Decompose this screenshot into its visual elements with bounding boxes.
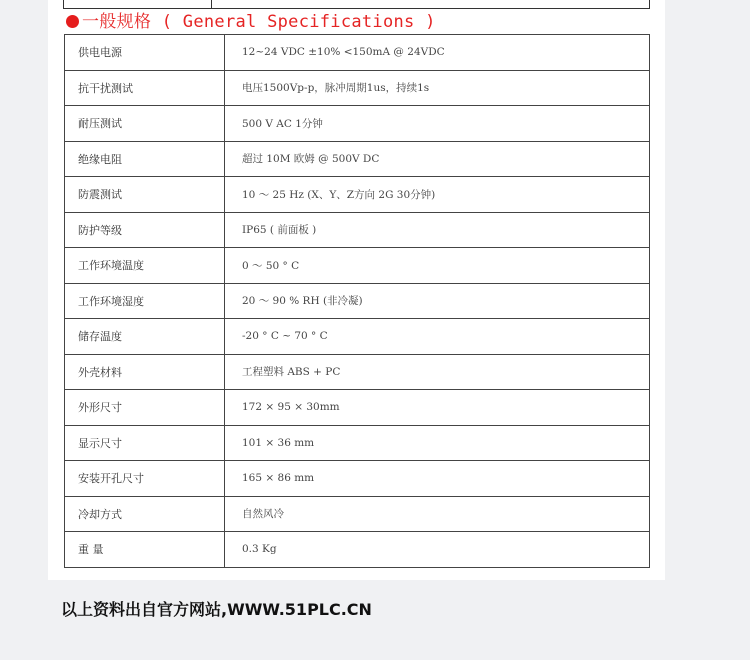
spec-label: 重 量 [65,532,225,568]
spec-value: 165 × 86 mm [225,461,650,497]
bullet-dot-icon [66,15,79,28]
spec-label: 抗干扰测试 [65,70,225,106]
spec-label: 绝缘电阻 [65,141,225,177]
spec-label: 显示尺寸 [65,425,225,461]
table-row [65,35,650,71]
spec-label: 耐压测试 [65,106,225,142]
table-row [65,177,650,213]
table-row [65,461,650,497]
table-row [65,390,650,426]
spec-value: 12~24 VDC ±10% <150mA @ 24VDC [225,35,650,71]
spec-value: 工程塑料 ABS + PC [225,354,650,390]
table-row [65,496,650,532]
table-row [65,532,650,568]
table-row [65,354,650,390]
table-row [65,425,650,461]
table-row [65,70,650,106]
spec-label: 冷却方式 [65,496,225,532]
table-row [65,319,650,355]
section-heading [66,11,436,33]
spec-value: -20 ° C ~ 70 ° C [225,319,650,355]
spec-value: 172 × 95 × 30mm [225,390,650,426]
spec-value: 电压1500Vp-p，脉冲周期1us，持续1s [225,70,650,106]
spec-value: 500 V AC 1分钟 [225,106,650,142]
spec-label: 防护等级 [65,212,225,248]
table-row [65,141,650,177]
spec-value: 20 ～ 90 % RH (非冷凝) [225,283,650,319]
spec-value: 0 ～ 50 ° C [225,248,650,284]
spec-value: IP65 ( 前面板 ) [225,212,650,248]
table-row [65,248,650,284]
spec-value: 10 ～ 25 Hz (X、Y、Z方向 2G 30分钟) [225,177,650,213]
source-note: 以上资料出自官方网站,WWW.51PLC.CN [61,600,372,619]
previous-table-edge [63,0,650,9]
spec-value: 0.3 Kg [225,532,650,568]
section-heading-text: 一般规格 ( General Specifications ) [82,12,436,32]
spec-label: 工作环境温度 [65,248,225,284]
spec-label: 储存温度 [65,319,225,355]
spec-label: 防震测试 [65,177,225,213]
previous-table-divider [211,0,212,9]
spec-value: 自然风冷 [225,496,650,532]
spec-value: 101 × 36 mm [225,425,650,461]
spec-value: 超过 10M 欧姆 @ 500V DC [225,141,650,177]
spec-label: 工作环境湿度 [65,283,225,319]
spec-label: 外形尺寸 [65,390,225,426]
specifications-table [64,34,650,568]
spec-label: 外壳材料 [65,354,225,390]
table-row [65,106,650,142]
spec-label: 供电电源 [65,35,225,71]
table-row [65,283,650,319]
spec-label: 安装开孔尺寸 [65,461,225,497]
table-row [65,212,650,248]
